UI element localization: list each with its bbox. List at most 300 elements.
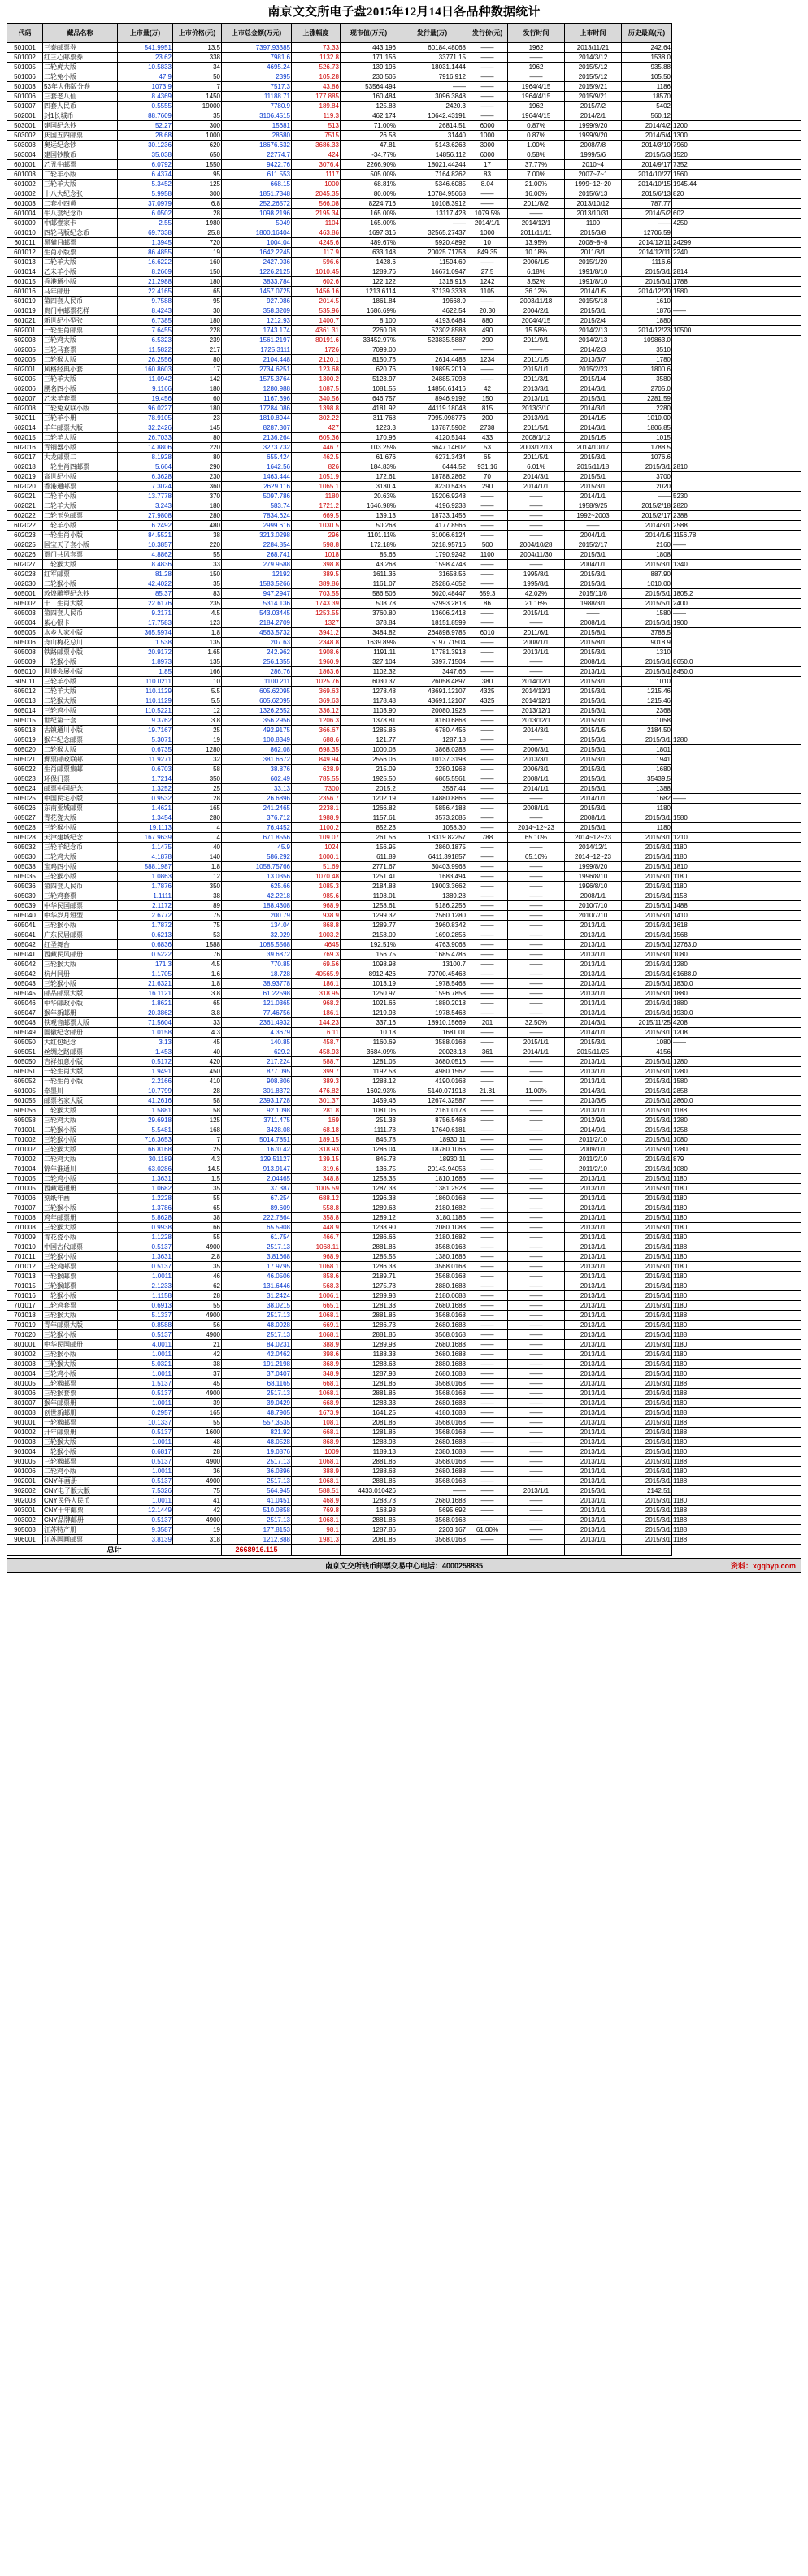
cell-11: 2015/3/1 <box>622 657 672 667</box>
table-row[interactable] <box>7 1116 801 1125</box>
cell-6: 1101.11% <box>341 531 397 540</box>
cell-0: 605020 <box>7 745 43 755</box>
table-row[interactable] <box>7 423 801 433</box>
cell-8: 1105 <box>467 287 508 297</box>
cell-5: 628.9 <box>292 765 341 774</box>
table-row[interactable] <box>7 258 801 267</box>
cell-7: 3568.0168 <box>397 1389 467 1399</box>
table-row[interactable] <box>7 53 801 63</box>
cell-2: 1.9491 <box>118 1067 173 1077</box>
cell-7: 2680.1688 <box>397 1301 467 1311</box>
table-row[interactable] <box>7 170 801 180</box>
table-row[interactable] <box>7 1038 801 1047</box>
table-row[interactable] <box>7 1525 801 1535</box>
table-row[interactable] <box>7 1301 801 1311</box>
table-row[interactable] <box>7 82 801 92</box>
table-row[interactable] <box>7 521 801 531</box>
table-row[interactable] <box>7 706 801 716</box>
cell-7: 10784.95668 <box>397 189 467 199</box>
cell-9: —— <box>508 1272 565 1281</box>
table-row[interactable] <box>7 531 801 540</box>
cell-10: 2013/1/1 <box>565 1506 622 1516</box>
table-row[interactable] <box>7 687 801 696</box>
table-row[interactable] <box>7 1145 801 1155</box>
table-row[interactable] <box>7 306 801 316</box>
table-row[interactable] <box>7 1096 801 1106</box>
cell-9: —— <box>508 1389 565 1399</box>
table-row[interactable] <box>7 950 801 960</box>
table-row[interactable] <box>7 189 801 199</box>
cell-1: 国徽纪念邮册 <box>43 1028 118 1038</box>
table-row[interactable] <box>7 267 801 277</box>
cell-11: 935.88 <box>622 63 672 72</box>
cell-6: 508.78 <box>341 599 397 609</box>
table-row[interactable] <box>7 1184 801 1194</box>
table-row[interactable] <box>7 1399 801 1408</box>
table-row[interactable] <box>7 1028 801 1038</box>
cell-5: 427 <box>292 423 341 433</box>
table-row[interactable] <box>7 1447 801 1457</box>
table-row[interactable] <box>7 1213 801 1223</box>
table-row[interactable] <box>7 1194 801 1203</box>
table-row[interactable] <box>7 1291 801 1301</box>
cell-6: 1013.19 <box>341 979 397 989</box>
table-row[interactable] <box>7 1086 801 1096</box>
table-row[interactable] <box>7 579 801 589</box>
table-row[interactable] <box>7 238 801 248</box>
cell-6: 337.16 <box>341 1018 397 1028</box>
table-row[interactable] <box>7 716 801 726</box>
table-row[interactable] <box>7 1311 801 1321</box>
table-row[interactable] <box>7 765 801 774</box>
cell-8: 42 <box>467 384 508 394</box>
table-row[interactable] <box>7 969 801 979</box>
cell-4: 7517.3 <box>222 82 292 92</box>
cell-1: 青花瓷大版 <box>43 813 118 823</box>
table-row[interactable] <box>7 735 801 745</box>
table-row[interactable] <box>7 482 801 492</box>
cell-0: 701005 <box>7 1174 43 1184</box>
cell-1: 青花瓷小版 <box>43 1233 118 1242</box>
table-row[interactable] <box>7 1223 801 1233</box>
cell-10: 2008/7/8 <box>565 141 622 150</box>
cell-9: 3.52% <box>508 277 565 287</box>
table-row[interactable] <box>7 726 801 735</box>
table-row[interactable] <box>7 648 801 657</box>
table-row[interactable] <box>7 345 801 355</box>
table-row[interactable] <box>7 277 801 287</box>
table-row[interactable] <box>7 921 801 930</box>
table-row[interactable] <box>7 599 801 609</box>
cell-10: 2015/6/13 <box>565 189 622 199</box>
cell-11: 3788.5 <box>622 628 672 638</box>
table-row[interactable] <box>7 443 801 453</box>
table-row[interactable] <box>7 1281 801 1291</box>
table-row[interactable] <box>7 745 801 755</box>
table-row[interactable] <box>7 872 801 882</box>
cell-4: 625.66 <box>222 882 292 891</box>
cell-5: 468.9 <box>292 1496 341 1506</box>
cell-8: —— <box>467 1281 508 1291</box>
cell-11: 2015/3/1 <box>622 1164 672 1174</box>
table-row[interactable] <box>7 1360 801 1369</box>
table-row[interactable] <box>7 219 801 228</box>
table-row[interactable] <box>7 843 801 852</box>
cell-1: 三轮猴邮票 <box>43 1281 118 1291</box>
table-row[interactable] <box>7 453 801 462</box>
cell-6: 1281.86 <box>341 1428 397 1438</box>
table-row[interactable] <box>7 1106 801 1116</box>
cell-0: 503002 <box>7 131 43 141</box>
cell-0: 602005 <box>7 375 43 384</box>
table-row[interactable] <box>7 1272 801 1281</box>
cell-12: 1880 <box>672 999 801 1008</box>
table-row[interactable] <box>7 1077 801 1086</box>
table-row[interactable] <box>7 209 801 219</box>
table-row[interactable] <box>7 677 801 687</box>
table-row[interactable] <box>7 1408 801 1418</box>
table-row[interactable] <box>7 1203 801 1213</box>
table-row[interactable] <box>7 804 801 813</box>
cell-3: 28 <box>173 1086 222 1096</box>
cell-12: 2400 <box>672 599 801 609</box>
cell-10: 2013/1/1 <box>565 1350 622 1360</box>
cell-4: 19.0876 <box>222 1447 292 1457</box>
cell-12: 879 <box>672 1155 801 1164</box>
cell-0: 605042 <box>7 960 43 969</box>
table-row[interactable] <box>7 248 801 258</box>
table-row[interactable] <box>7 160 801 170</box>
cell-7: 2568.0168 <box>397 1272 467 1281</box>
table-row[interactable] <box>7 570 801 579</box>
table-row[interactable] <box>7 355 801 365</box>
cell-11: 2015/3/1 <box>622 852 672 862</box>
cell-9: —— <box>508 492 565 501</box>
cell-10: 2015/5/1 <box>565 472 622 482</box>
cell-10: 2014/2/13 <box>565 336 622 345</box>
cell-4: 37.0407 <box>222 1369 292 1379</box>
table-row[interactable] <box>7 1067 801 1077</box>
cell-7: 12674.32587 <box>397 1096 467 1106</box>
table-row[interactable] <box>7 1008 801 1018</box>
cell-0: 701016 <box>7 1291 43 1301</box>
cell-12: 1180 <box>672 1467 801 1477</box>
table-row[interactable] <box>7 365 801 375</box>
cell-0: 605012 <box>7 687 43 696</box>
table-row[interactable] <box>7 433 801 443</box>
cell-9: 2014~12~23 <box>508 823 565 833</box>
table-row[interactable] <box>7 774 801 784</box>
cell-5: 588.51 <box>292 1486 341 1496</box>
table-row[interactable] <box>7 1438 801 1447</box>
table-row[interactable] <box>7 336 801 345</box>
cell-8: —— <box>467 648 508 657</box>
cell-7: 3568.0168 <box>397 1535 467 1545</box>
cell-2: 0.6913 <box>118 1301 173 1311</box>
cell-4: 140.85 <box>222 1038 292 1047</box>
cell-10: 2013/1/1 <box>565 1311 622 1321</box>
table-row[interactable] <box>7 1155 801 1164</box>
cell-11: 2015/3/1 <box>622 1116 672 1125</box>
cell-9: —— <box>508 1447 565 1457</box>
table-row[interactable] <box>7 1242 801 1252</box>
table-row[interactable] <box>7 628 801 638</box>
cell-2: 28.68 <box>118 131 173 141</box>
cell-7: 18780.1066 <box>397 1145 467 1155</box>
table-row[interactable] <box>7 1233 801 1242</box>
table-row[interactable] <box>7 794 801 804</box>
cell-1: 红军邮票 <box>43 570 118 579</box>
table-row[interactable] <box>7 989 801 999</box>
cell-9: 0.87% <box>508 121 565 131</box>
cell-10: 2015/3/1 <box>565 648 622 657</box>
table-row[interactable] <box>7 833 801 843</box>
cell-7: 5397.71504 <box>397 657 467 667</box>
cell-1: 中华岁月短型 <box>43 911 118 921</box>
cell-3: 55 <box>173 1301 222 1311</box>
table-row[interactable] <box>7 979 801 989</box>
cell-7: 2380.1688 <box>397 1447 467 1457</box>
cell-2: 1.0011 <box>118 1399 173 1408</box>
table-row[interactable] <box>7 930 801 940</box>
cell-0: 605011 <box>7 677 43 687</box>
cell-2: 0.6213 <box>118 930 173 940</box>
cell-11: 2015/3/1 <box>622 940 672 950</box>
cell-5: 668.9 <box>292 1399 341 1408</box>
cell-6: 1160.69 <box>341 1038 397 1047</box>
table-row[interactable] <box>7 755 801 765</box>
table-row[interactable] <box>7 862 801 872</box>
table-row[interactable] <box>7 1467 801 1477</box>
cell-10: 2010~4 <box>565 160 622 170</box>
table-row[interactable] <box>7 657 801 667</box>
table-row[interactable] <box>7 462 801 472</box>
table-row[interactable] <box>7 1057 801 1067</box>
table-row[interactable] <box>7 1457 801 1467</box>
cell-11: 1215.46 <box>622 687 672 696</box>
cell-7: —— <box>397 82 467 92</box>
cell-0: 605014 <box>7 706 43 716</box>
table-row[interactable] <box>7 1486 801 1496</box>
table-row[interactable] <box>7 394 801 404</box>
table-row[interactable] <box>7 150 801 160</box>
cell-2: 22.6176 <box>118 599 173 609</box>
cell-10: 2015/1/20 <box>565 258 622 267</box>
table-row[interactable] <box>7 999 801 1008</box>
table-row[interactable] <box>7 784 801 794</box>
table-row[interactable] <box>7 1369 801 1379</box>
cell-7: 17640.6181 <box>397 1125 467 1135</box>
cell-8: —— <box>467 1428 508 1438</box>
table-row[interactable] <box>7 1018 801 1028</box>
cell-6: 1251.41 <box>341 872 397 882</box>
cell-3: 89 <box>173 901 222 911</box>
cell-9: —— <box>508 1194 565 1203</box>
table-row[interactable] <box>7 1506 801 1516</box>
cell-3: 95 <box>173 297 222 306</box>
table-row[interactable] <box>7 1379 801 1389</box>
cell-2: 5.1337 <box>118 1311 173 1321</box>
cell-10: 2015/3/1 <box>565 823 622 833</box>
cell-0: 601021 <box>7 316 43 326</box>
table-row[interactable] <box>7 180 801 189</box>
cell-1: CNY民俗人民币 <box>43 1496 118 1506</box>
table-row[interactable] <box>7 1428 801 1438</box>
cell-6: 1281.05 <box>341 1057 397 1067</box>
cell-3: 1.6 <box>173 969 222 979</box>
table-row[interactable] <box>7 540 801 550</box>
table-row[interactable] <box>7 813 801 823</box>
table-row[interactable] <box>7 501 801 511</box>
table-row[interactable] <box>7 1340 801 1350</box>
cell-2: 52.27 <box>118 121 173 131</box>
cell-7: —— <box>397 1486 467 1496</box>
cell-8: —— <box>467 297 508 306</box>
cell-8: —— <box>467 657 508 667</box>
table-row[interactable] <box>7 1174 801 1184</box>
cell-2: 110.0211 <box>118 677 173 687</box>
table-row[interactable] <box>7 1164 801 1174</box>
cell-6: 1602.93% <box>341 1086 397 1096</box>
table-row[interactable] <box>7 882 801 891</box>
table-row[interactable] <box>7 111 801 121</box>
cell-8: —— <box>467 1155 508 1164</box>
cell-5: 1960.9 <box>292 657 341 667</box>
cell-11: 2014/12/23 <box>622 326 672 336</box>
table-row[interactable] <box>7 72 801 82</box>
table-row[interactable] <box>7 102 801 111</box>
table-row[interactable] <box>7 638 801 648</box>
cell-4: 927.086 <box>222 297 292 306</box>
cell-4: 191.2198 <box>222 1360 292 1369</box>
cell-1: 广东民居邮票 <box>43 930 118 940</box>
cell-8: —— <box>467 1311 508 1321</box>
table-row[interactable] <box>7 940 801 950</box>
table-row[interactable] <box>7 1321 801 1330</box>
table-row[interactable] <box>7 63 801 72</box>
cell-2: 1.2228 <box>118 1194 173 1203</box>
table-row[interactable] <box>7 609 801 618</box>
cell-7: 24885.7098 <box>397 375 467 384</box>
table-row[interactable] <box>7 384 801 394</box>
table-row[interactable] <box>7 287 801 297</box>
table-row[interactable] <box>7 852 801 862</box>
cell-10: 2015/3/1 <box>565 774 622 784</box>
cell-6: 3684.09% <box>341 1047 397 1057</box>
table-row[interactable] <box>7 960 801 969</box>
table-row[interactable] <box>7 1252 801 1262</box>
cell-6: 1288.63 <box>341 1467 397 1477</box>
table-row[interactable] <box>7 472 801 482</box>
cell-5: 1065.1 <box>292 482 341 492</box>
table-row[interactable] <box>7 141 801 150</box>
table-row[interactable] <box>7 1262 801 1272</box>
cell-0: 701012 <box>7 1262 43 1272</box>
cell-1: 三轮鸡小版 <box>43 706 118 716</box>
table-row[interactable] <box>7 901 801 911</box>
cell-0: 605002 <box>7 599 43 609</box>
cell-10: 2011/2/10 <box>565 1135 622 1145</box>
cell-11: 2015/6/13 <box>622 189 672 199</box>
table-row[interactable] <box>7 1389 801 1399</box>
table-row[interactable] <box>7 1135 801 1145</box>
table-row[interactable] <box>7 1477 801 1486</box>
table-row[interactable] <box>7 823 801 833</box>
cell-0: 602025 <box>7 540 43 550</box>
table-row[interactable] <box>7 131 801 141</box>
table-row[interactable] <box>7 326 801 336</box>
table-row[interactable] <box>7 1418 801 1428</box>
cell-9: —— <box>508 1223 565 1233</box>
table-row[interactable] <box>7 43 801 53</box>
table-row[interactable] <box>7 1350 801 1360</box>
cell-7: 3868.0288 <box>397 745 467 755</box>
table-row[interactable] <box>7 550 801 560</box>
cell-7: 3447.66 <box>397 667 467 677</box>
cell-1: 二轮羊小版 <box>43 521 118 531</box>
cell-1: 中国古代邮票 <box>43 1242 118 1252</box>
table-row[interactable] <box>7 228 801 238</box>
table-row[interactable] <box>7 414 801 423</box>
cell-6: 1286.73 <box>341 1321 397 1330</box>
cell-12: 1200 <box>672 121 801 131</box>
cell-12: 1410 <box>672 911 801 921</box>
table-row[interactable] <box>7 911 801 921</box>
table-row[interactable] <box>7 199 801 209</box>
cell-4: 12192 <box>222 570 292 579</box>
cell-5: 2238.1 <box>292 804 341 813</box>
table-row[interactable] <box>7 589 801 599</box>
table-row[interactable] <box>7 375 801 384</box>
table-row[interactable] <box>7 297 801 306</box>
table-row[interactable] <box>7 492 801 501</box>
cell-10: 2013/1/1 <box>565 999 622 1008</box>
cell-5: 1132.8 <box>292 53 341 63</box>
table-row[interactable] <box>7 1496 801 1506</box>
cell-12: 4250 <box>672 219 801 228</box>
table-row[interactable] <box>7 1330 801 1340</box>
table-row[interactable] <box>7 121 801 131</box>
table-row[interactable] <box>7 404 801 414</box>
table-row[interactable] <box>7 1125 801 1135</box>
cell-6: 1189.13 <box>341 1447 397 1457</box>
cell-7: 17781.3918 <box>397 648 467 657</box>
cell-2: 1.0011 <box>118 1496 173 1506</box>
cell-10: 2014/2/3 <box>565 345 622 355</box>
table-row[interactable] <box>7 667 801 677</box>
total-blank-4 <box>508 1545 565 1556</box>
total-value: 2668916.115 <box>222 1545 292 1556</box>
table-row[interactable] <box>7 316 801 326</box>
cell-1: 三轮猴小版 <box>43 1203 118 1213</box>
cell-11: 2015/2/17 <box>622 511 672 521</box>
cell-12: 1258 <box>672 1125 801 1135</box>
cell-3: 75 <box>173 921 222 930</box>
cell-0: 701006 <box>7 1194 43 1203</box>
table-row[interactable] <box>7 1535 801 1545</box>
cell-9: —— <box>508 1408 565 1418</box>
cell-3: 123 <box>173 618 222 628</box>
table-row[interactable] <box>7 618 801 628</box>
table-row[interactable] <box>7 511 801 521</box>
table-row[interactable] <box>7 696 801 706</box>
table-row[interactable] <box>7 1516 801 1525</box>
table-row[interactable] <box>7 1047 801 1057</box>
cell-10: 2015/5/18 <box>565 297 622 306</box>
table-row[interactable] <box>7 560 801 570</box>
table-row[interactable] <box>7 891 801 901</box>
table-row[interactable] <box>7 92 801 102</box>
